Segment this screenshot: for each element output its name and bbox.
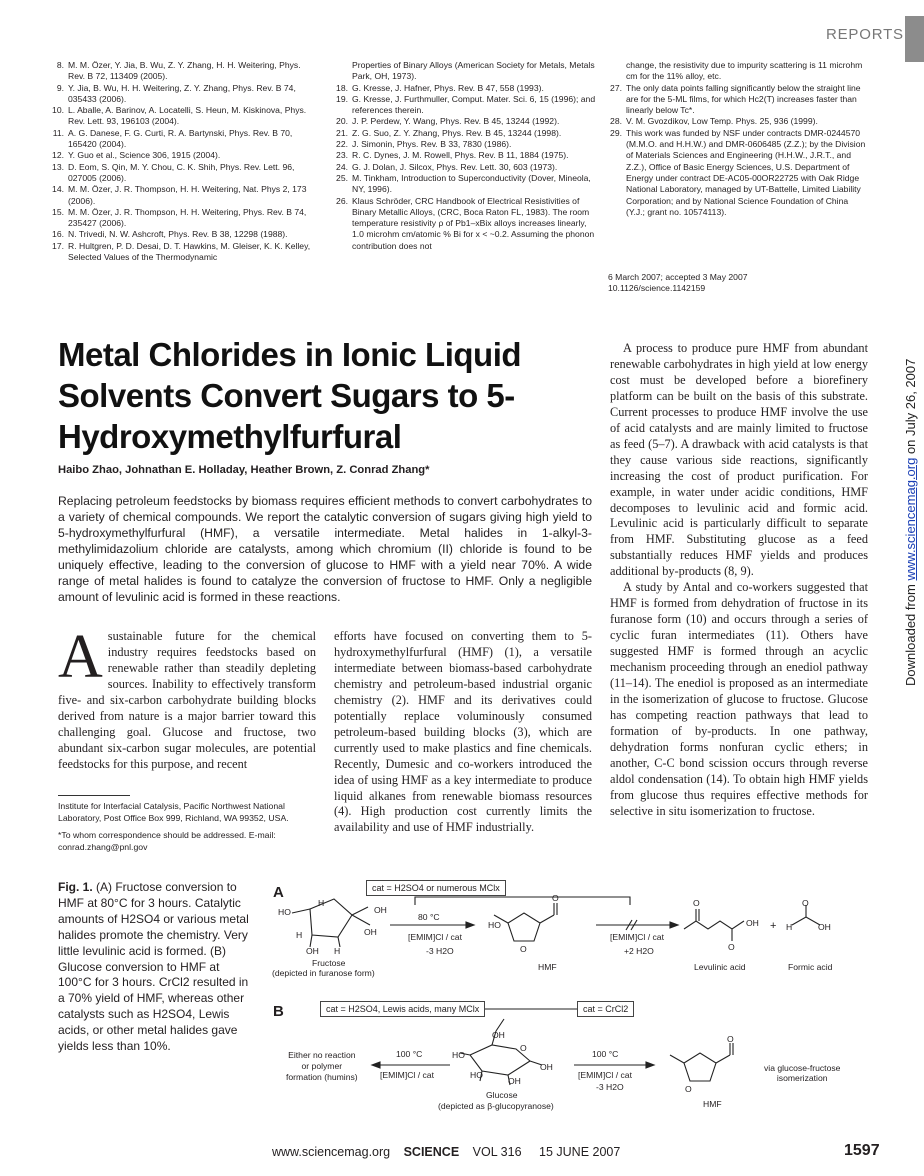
body-column-3 <box>610 341 868 820</box>
b-left-line2: or polymer <box>301 1061 343 1071</box>
reference-text: M. M. Özer, J. R. Thompson, H. H. Weitering, Nat. Phys 2, 173 (2006). <box>68 184 307 206</box>
atom-o-cho-a: O <box>552 893 559 903</box>
authors: Haibo Zhao, Johnathan E. Holladay, Heather Brown, Z. Conrad Zhang* <box>58 464 430 476</box>
figure-caption <box>58 880 256 1055</box>
reference-text: V. M. Gvozdikov, Low Temp. Phys. 25, 936 (1999). <box>626 116 818 127</box>
b-cond2-solvent: [EMIM]Cl / cat <box>578 1070 632 1080</box>
reference-number: 18. <box>336 82 348 93</box>
via-line1: via glucose-fructose <box>764 1063 841 1073</box>
b-cond1-temp: 100 °C <box>396 1049 423 1059</box>
reference-number: 11. <box>52 127 64 138</box>
reference-text: J. Simonin, Phys. Rev. B 33, 7830 (1986). <box>352 139 512 150</box>
reference-number: 29. <box>610 127 622 138</box>
reference-number: 23. <box>336 150 348 161</box>
b-cond2-water: -3 H2O <box>596 1082 624 1092</box>
reference-number: 14. <box>52 184 64 195</box>
references-column-3 <box>600 60 868 218</box>
b-cond1-solvent: [EMIM]Cl / cat <box>380 1070 434 1080</box>
reference-text: Klaus Schröder, CRC Handbook of Electrical Resistivities of Binary Metallic Alloys, (CRC, Boca Raton FL, 1983). The room temperature resistivity ρ of Pb1–xBix alloys increases linearly, 1.0 microhm cm/atomic % Bi for x < ~0.2. Assuming the phonon contribution does not <box>352 195 595 251</box>
atom-o-formic: O <box>802 898 809 908</box>
header-tab-bar <box>905 16 924 62</box>
reference-number <box>600 60 626 83</box>
col3-paragraph-2: A study by Antal and co-workers suggested that HMF is formed from dehydration of fructose in its furanose form (10) and occurs through a series of cyclic furan intermediates (11). Others have suggested HMF is formed through an acyclic mechanism proceeding through an enediol pathway (11–14). The enediol is proposed as an intermediate in the isomerization of glucose to fructose. Glucose has competing reaction pathways that lead to formation of by-products. In one pathway, dehydration forms nonfuran cyclic ethers; in another, C-C bond scission occurs through reverse aldol condensation (14). To obtain high HMF yields from glucose thus requires effective methods for selective in situ isomerization to fructose. <box>610 580 868 818</box>
reference-item <box>600 83 868 117</box>
reference-item <box>600 128 868 218</box>
a-cond2-water: +2 H2O <box>624 946 654 956</box>
abstract: Replacing petroleum feedstocks by biomass requires efficient methods to convert carbohydrates to a variety of chemical compounds. We report the catalytic conversion of sugars giving high yield to 5-hydroxymethylfurfural (HMF), a versatile intermediate. Metal halides in 1-alkyl-3-methylimidazolium chloride are catalysts, among which chromium (II) chloride is found to be uniquely effective, leading to the conversion of glucose to HMF with a yield near 70%. A wide range of metal halides is found to catalyze the conversion of fructose to HMF. Only a negligible amount of levulinic acid is formed in these reactions. <box>58 494 592 604</box>
atom-oh-3: OH <box>306 946 319 956</box>
atom-ho-glu: HO <box>452 1050 465 1060</box>
atom-h-3: H <box>334 946 341 956</box>
a-cond2-solvent: [EMIM]Cl / cat <box>610 932 664 942</box>
via-line2: isomerization <box>776 1073 828 1083</box>
affiliation-block <box>58 801 316 853</box>
via-text <box>764 1063 840 1083</box>
b-left-line1: Either no reaction <box>288 1050 356 1060</box>
levulinic-chain <box>684 921 744 929</box>
correspondence: *To whom correspondence should be addressed. E-mail: conrad.zhang@pnl.gov <box>58 830 276 852</box>
reference-item <box>326 196 598 252</box>
references-column-2 <box>326 60 598 252</box>
affiliation-rule <box>58 795 130 796</box>
catalyst-bracket-a <box>415 897 630 905</box>
fructose-sublabel: (depicted in furanose form) <box>272 968 375 978</box>
reference-text: G. Kresse, J. Hafner, Phys. Rev. B 47, 558 (1993). <box>352 82 544 93</box>
atom-o-cho-b: O <box>727 1034 734 1044</box>
atom-oh-glu-1: OH <box>492 1030 505 1040</box>
reference-item <box>42 241 316 264</box>
reference-text: M. Tinkham, Introduction to Superconductivity (Dover, Mineola, NY, 1996). <box>352 172 591 195</box>
body-column-1 <box>58 623 316 773</box>
reference-text: The only data points falling significantly below the straight line are for the 5-ML films, for which Hc2(T) increases faster than linearly below Tc*. <box>626 82 861 116</box>
reference-text: change, the resistivity due to impurity scattering is 11 microhm cm for the 11% alloy, etc. <box>626 60 863 82</box>
reference-item <box>326 139 598 150</box>
reference-item <box>42 83 316 106</box>
reference-number: 28. <box>610 116 622 127</box>
atom-o-hmf-a: O <box>520 944 527 954</box>
reference-text: D. Eom, S. Qin, M. Y. Chou, C. K. Shih, Phys. Rev. Lett. 96, 027005 (2006). <box>68 161 295 183</box>
reference-item <box>326 173 598 196</box>
doi: 10.1126/science.1142159 <box>608 283 706 294</box>
hmf-label-a: HMF <box>538 962 557 972</box>
atom-oh-glu-2: OH <box>540 1062 553 1072</box>
body-col1-text: sustainable future for the chemical industry requires feedstocks based on renewable rather than steadily depleting sources. Inability to effectively transform five- and six-carbon carbohydrate building blocks derived from nature is a major barrier toward this challenging goal. Glucose and fructose, two abundant six-carbon sugar molecules, are potential feedstocks for this purpose, and recent <box>58 629 316 771</box>
reference-number <box>326 60 352 83</box>
atom-oh-1: OH <box>374 905 387 915</box>
atom-oh-glu-3: OH <box>508 1076 521 1086</box>
reference-text: G. Kresse, J. Furthmuller, Comput. Mater. Sci. 6, 15 (1996); and references therein. <box>352 93 596 116</box>
atom-o-lev-1: O <box>693 898 700 908</box>
article-title: Metal Chlorides in Ionic Liquid Solvents Convert Sugars to 5-Hydroxymethylfurfural <box>58 336 522 455</box>
reference-number: 24. <box>336 161 348 172</box>
fructose-ring <box>310 899 352 937</box>
reference-text: Z. G. Suo, Z. Y. Zhang, Phys. Rev. B 45, 13244 (1998). <box>352 127 562 138</box>
atom-h-2: H <box>296 930 303 940</box>
formic-acid <box>792 917 820 925</box>
reference-text: M. M. Özer, J. R. Thompson, H. H. Weitering, Phys. Rev. B 74, 235427 (2006). <box>68 206 307 229</box>
reference-number: 13. <box>52 161 64 172</box>
references-column-1 <box>42 60 316 263</box>
reference-text: A. G. Danese, F. G. Curti, R. A. Bartynski, Phys. Rev. B 70, 165420 (2004). <box>68 127 293 150</box>
reference-number: 15. <box>52 206 64 217</box>
levulinic-label: Levulinic acid <box>694 962 746 972</box>
atom-ho-hmf-a: HO <box>488 920 501 930</box>
reference-number: 21. <box>336 127 348 138</box>
hmf-ring-b <box>684 1053 716 1081</box>
affiliation: Institute for Interfacial Catalysis, Pacific Northwest National Laboratory, Post Office Box 999, Richland, WA 99352, USA. <box>58 801 289 823</box>
reference-number: 17. <box>52 240 64 251</box>
footer <box>272 1145 620 1159</box>
received-dates <box>608 272 868 295</box>
page-number: 1597 <box>844 1142 880 1159</box>
atom-ho-1: HO <box>278 907 291 917</box>
reference-item <box>326 162 598 173</box>
atom-h-formic: H <box>786 922 793 932</box>
reference-number: 20. <box>336 116 348 127</box>
atom-h-1: H <box>318 898 325 908</box>
body-column-2: efforts have focused on converting them to 5-hydroxymethylfurfural (HMF) (1), a versatile intermediate between biomass-based carbohydrate chemistry and petroleum-based industrial organic chemistry (2). HMF and its derivatives could potentially replace voluminously consumed petroleum-based building blocks (3), which are currently used to make plastics and fine chemicals. Recently, Dumesic and co-workers introduced the idea of using HMF as a key intermediate to produce liquid alkanes from renewable biomass resources (4). High production cost currently limits the availability and use of HMF industrially. <box>334 629 592 835</box>
reference-text: J. P. Perdew, Y. Wang, Phys. Rev. B 45, 13244 (1992). <box>352 116 560 127</box>
a-cond1-temp: 80 °C <box>418 912 440 922</box>
reference-text: R. C. Dynes, J. M. Rowell, Phys. Rev. B 11, 1884 (1975). <box>352 150 569 161</box>
footer-date: 15 JUNE 2007 <box>539 1145 621 1159</box>
reference-item <box>326 128 598 139</box>
reference-item <box>326 150 598 161</box>
figure-label: Fig. 1. <box>58 880 93 894</box>
figure-caption-text: (A) Fructose conversion to HMF at 80°C for 3 hours. Catalytic amounts of H2SO4 or various metal halides promote the chemistry. Very little levulinic acid is formed. (B) Glucose conversion to HMF at 100°C for 3 hours. CrCl2 resulted in a 70% yield of HMF, whereas other catalysts such as H2SO4, Lewis acids, or other metal halides gave yields less than 10%. <box>58 880 249 1054</box>
reference-text: Y. Jia, B. Wu, H. H. Weitering, Z. Y. Zhang, Phys. Rev. B 74, 035433 (2006). <box>68 82 296 104</box>
reference-item <box>42 60 316 83</box>
a-cond1-water: -3 H2O <box>426 946 454 956</box>
fructose-label: Fructose <box>312 958 346 968</box>
download-link[interactable]: www.sciencemag.org <box>903 457 918 581</box>
footer-url[interactable]: www.sciencemag.org <box>272 1145 391 1159</box>
reference-number: 27. <box>610 82 622 93</box>
reference-item <box>600 60 868 83</box>
catalyst-box-b1: cat = H2SO4, Lewis acids, many MClx <box>320 1001 485 1017</box>
reference-item <box>42 207 316 230</box>
b-cond2-temp: 100 °C <box>592 1049 619 1059</box>
panel-b-label: B <box>273 1003 284 1020</box>
reference-number: 10. <box>52 105 64 116</box>
footer-volume: VOL 316 <box>472 1145 522 1159</box>
atom-o-glu: O <box>520 1043 527 1053</box>
reference-number: 12. <box>52 150 64 161</box>
panel-a-label: A <box>273 884 284 901</box>
reference-text: N. Trivedi, N. W. Ashcroft, Phys. Rev. B 38, 12298 (1988). <box>68 229 288 240</box>
reference-text: M. M. Özer, Y. Jia, B. Wu, Z. Y. Zhang, H. H. Weitering, Phys. Rev. B 72, 113409 (2005). <box>68 60 301 82</box>
reference-text: Y. Guo et al., Science 306, 1915 (2004). <box>68 150 221 161</box>
reference-item <box>326 94 598 117</box>
reference-number: 26. <box>336 195 348 206</box>
footer-journal: SCIENCE <box>403 1145 460 1159</box>
reference-text: R. Hultgren, P. D. Desai, D. T. Hawkins, M. Gleiser, K. K. Kelley, Selected Values of the Thermodynamic <box>68 240 311 263</box>
reference-text: L. Aballe, A. Barinov, A. Locatelli, S. Heun, M. Kiskinova, Phys. Rev. Lett. 93, 196103 (2004). <box>68 105 307 127</box>
formic-label: Formic acid <box>788 962 833 972</box>
reference-item <box>42 162 316 185</box>
b-left-line3: formation (humins) <box>286 1072 358 1082</box>
plus-sign: + <box>770 920 777 932</box>
glucose-label: Glucose <box>486 1090 518 1100</box>
download-suffix: on July 26, 2007 <box>903 358 918 458</box>
dates: 6 March 2007; accepted 3 May 2007 <box>608 272 748 282</box>
reference-item <box>42 229 316 240</box>
catalyst-box-a: cat = H2SO4 or numerous MClx <box>366 880 506 896</box>
reference-number: 16. <box>52 229 64 240</box>
reference-number: 19. <box>336 93 348 104</box>
a-cond1-solvent: [EMIM]Cl / cat <box>408 932 462 942</box>
b-left-text <box>286 1050 358 1083</box>
col3-paragraph-1: A process to produce pure HMF from abundant renewable carbohydrates in high yield at low energy cost must be developed before a biorefinery platform can be built on the basis of this substrate. Current processes to produce HMF involve the use of acid catalysts and are mainly limited to fructose as feed (5–7). A drawback with acid catalysts is that they cause various side reactions, significantly increasing the cost of product purification. For example, in water under acidic conditions, HMF decomposes to levulinic acid and formic acid. Levulinic acid is particularly difficult to separate from HMF. Substituting glucose as a feed substantially reduces HMF yields and produces additional by-products (8, 9). <box>610 341 868 579</box>
reference-item <box>42 105 316 128</box>
atom-ho-glu-2: HO <box>470 1070 483 1080</box>
reference-item <box>326 83 598 94</box>
atom-o-lev-2: O <box>728 942 735 952</box>
hmf-label-b: HMF <box>703 1099 722 1109</box>
reference-item <box>600 116 868 127</box>
reference-item <box>326 116 598 127</box>
reference-item <box>42 184 316 207</box>
atom-o-hmf-b: O <box>685 1084 692 1094</box>
reference-text: G. J. Dolan, J. Silcox, Phys. Rev. Lett. 30, 603 (1973). <box>352 161 558 172</box>
reference-text: This work was funded by NSF under contracts DMR-0244570 (M.M.O. and H.H.W.) and DMR-0606485 (Z.Z.); by the Division of Materials Sciences and Engineering (H.H.W., J.R.T., and Z.Z.), Office of Basic Energy Sciences, U.S. Department of Energy under contract DE-AC05-00OR22725 with Oak Ridge National Laboratory, managed by UT-Battelle, Limited Liability Corporation; and by National Science Foundation of China (Y.J.; grant no. 10574113). <box>626 127 866 217</box>
reference-item <box>326 60 598 83</box>
drop-cap: A <box>58 623 103 691</box>
reference-number: 9. <box>56 82 64 93</box>
atom-oh-formic: OH <box>818 922 831 932</box>
download-prefix: Downloaded from <box>903 580 918 686</box>
reference-item <box>42 128 316 151</box>
reference-number: 8. <box>56 60 64 70</box>
reference-text: Properties of Binary Alloys (American Society for Metals, Metals Park, OH, 1973). <box>352 60 595 82</box>
section-header: REPORTS <box>826 26 904 43</box>
hmf-ring-a <box>508 913 540 941</box>
reference-number: 22. <box>336 139 348 150</box>
atom-oh-lev: OH <box>746 918 759 928</box>
download-note <box>903 359 918 686</box>
atom-oh-2: OH <box>364 927 377 937</box>
reference-item <box>42 150 316 161</box>
glucose-sublabel: (depicted as β-glucopyranose) <box>438 1101 554 1111</box>
catalyst-box-b2: cat = CrCl2 <box>577 1001 634 1017</box>
reference-number: 25. <box>336 172 348 183</box>
